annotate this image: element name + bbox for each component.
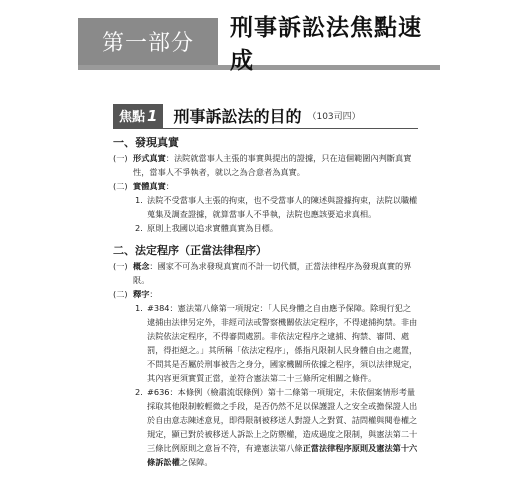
item-text: ：法院就當事人主張的事實與提出的證據，只在這個範圍內判斷真實性，當事人不爭執者，就以之為合意者為真實。: [133, 153, 412, 177]
item-marker: (二): [113, 289, 128, 299]
focus-title: 刑事訴訟法的目的: [173, 107, 302, 126]
emphasis-text: 正當法律程序原則及憲法第十六條訴訟權: [147, 443, 418, 467]
numbered-text: 法院不受當事人主張的拘束，也不受當事人的陳述與證據拘束，法院以職權蒐集及調查證據，就算當事人不爭執，法院也應該要追求真相。: [147, 195, 418, 219]
focus-badge: [113, 104, 163, 128]
list-item: [113, 179, 418, 193]
numbered-text: #636：本條例（檢肅流氓條例）第十二條第一項規定，未依個案情形考量採取其他限制較輕微之手段，是否仍然不足以保護證人之安全或擔保證人出於自由意志陳述意見，即得限制被移送人對證人之對質、詰問權與閱卷權之規定，顯已對於被移送人訴訟上之防禦權，造成過度之限制，與憲法第二十三條比例原則之意旨不符，有違憲法第八條: [147, 387, 418, 453]
numbered-item: [113, 301, 418, 385]
item-text: ：: [149, 289, 158, 299]
item-marker: (一): [113, 153, 128, 163]
item-label: 形式真實: [133, 153, 166, 163]
item-text: ：: [165, 181, 174, 191]
list-item: [113, 259, 418, 287]
focus-heading: [113, 103, 418, 129]
numbered-text: #384：憲法第八條第一項規定：「人民身體之自由應予保障。除現行犯之逮捕由法律另定外，非經司法或警察機關依法定程序，不得逮捕拘禁。非由法院依法定程序，不得審問處罰。非依法定程序之逮捕、拘禁、審問、處罰，得拒絕之。」其所稱「依法定程序」，係指凡限制人民身體自由之處置，不問其是否屬於刑事被告之身分，國家機關所依據之程序，須以法律規定，其內容更須實質正當，並符合憲法第二十三條所定相關之條件。: [147, 303, 418, 383]
focus-number: 1: [147, 106, 158, 125]
numbered-marker: 1.: [135, 195, 143, 205]
item-label: 概念: [133, 261, 150, 271]
item-marker: (二): [113, 181, 128, 191]
list-item: [113, 151, 418, 179]
part-title: 刑事訴訟法焦點速成: [230, 14, 422, 74]
list-item: [113, 287, 418, 301]
numbered-item: [113, 193, 418, 221]
part-tag: 第一部分: [78, 18, 218, 65]
item-marker: (一): [113, 261, 128, 271]
section-title: 一、發現真實: [113, 136, 179, 149]
page-content: [113, 133, 418, 469]
part-header: [78, 14, 440, 74]
numbered-marker: 2.: [135, 223, 143, 233]
numbered-text-end: 之保障。: [179, 457, 213, 467]
item-label: 實體真實: [133, 181, 166, 191]
numbered-marker: 1.: [135, 303, 143, 313]
numbered-marker: 2.: [135, 387, 143, 397]
numbered-text: 原則上我國以追求實體真實為目標。: [147, 223, 279, 233]
section-title: 二、法定程序（正當法律程序）: [113, 244, 267, 257]
focus-label: 焦點: [119, 110, 146, 125]
item-label: 釋字: [133, 289, 150, 299]
focus-reference: （103司四）: [307, 112, 361, 122]
numbered-item: [113, 221, 418, 235]
numbered-item: [113, 385, 418, 469]
item-text: ：國家不可為求發現真實而不計一切代價，正當法律程序為發現真實的界限。: [133, 261, 412, 285]
